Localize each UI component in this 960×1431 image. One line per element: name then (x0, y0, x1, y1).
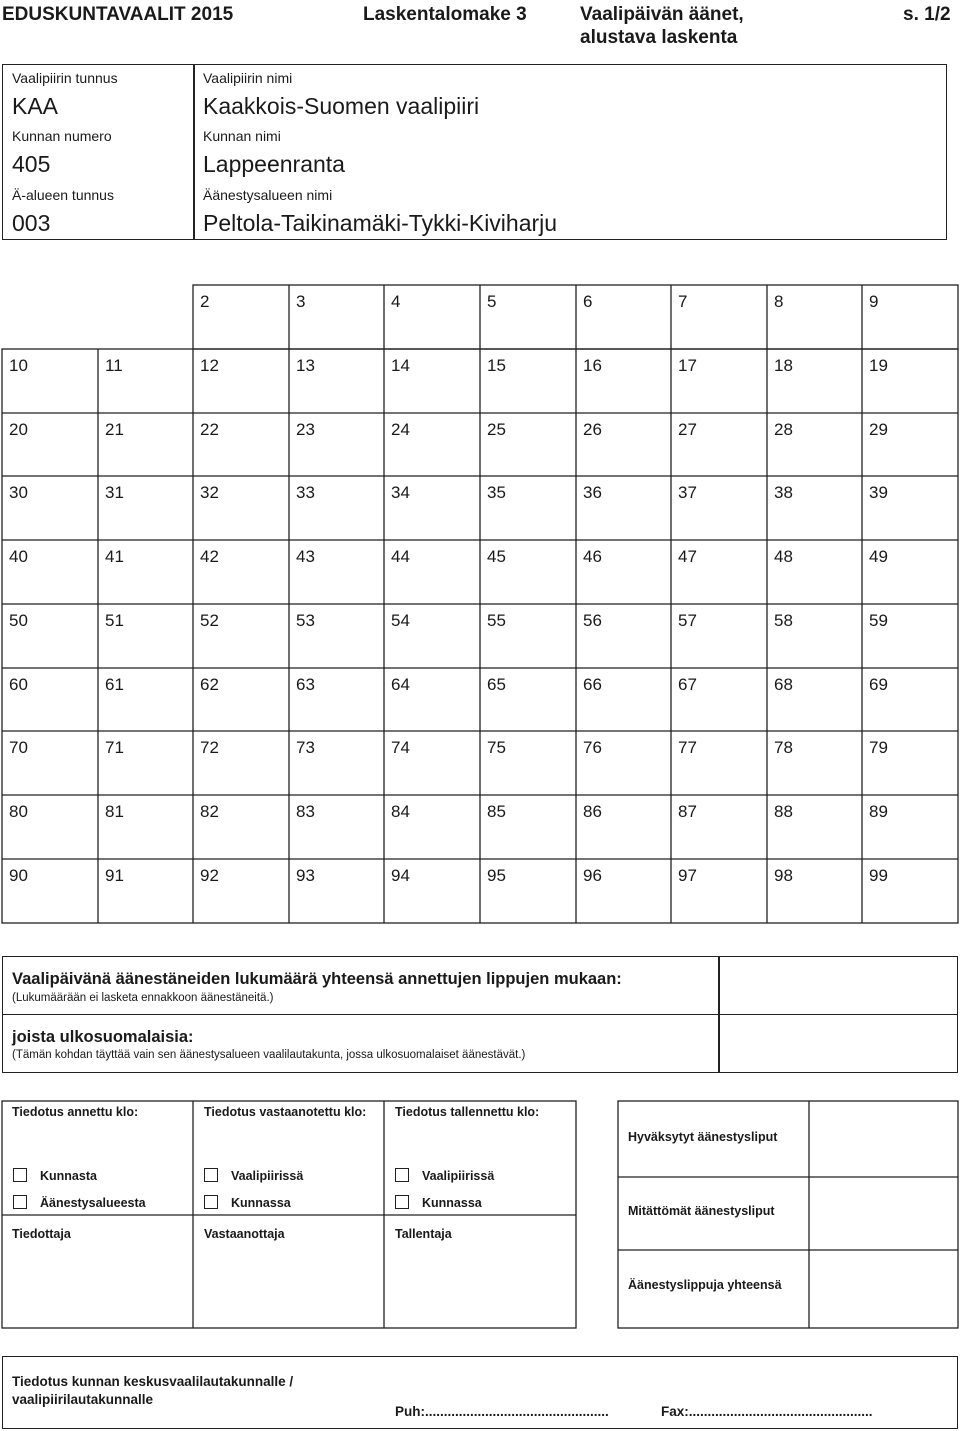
candidate-number: 20 (9, 420, 28, 439)
municipality-name: Lappeenranta (203, 151, 345, 177)
candidate-number: 74 (391, 738, 410, 757)
candidate-number: 48 (774, 547, 793, 566)
candidate-number: 2 (200, 292, 210, 311)
candidate-number: 98 (774, 866, 793, 885)
candidate-number: 66 (583, 675, 602, 694)
candidate-number: 96 (583, 866, 602, 885)
district-name: Kaakkois-Suomen vaalipiiri (203, 93, 480, 119)
checkbox-from-area[interactable] (13, 1195, 27, 1209)
candidate-number: 32 (200, 483, 219, 502)
candidate-number: 44 (391, 547, 410, 566)
candidate-number: 42 (200, 547, 219, 566)
checkbox-from-municipality[interactable] (13, 1168, 27, 1182)
area-name: Peltola-Taikinamäki-Tykki-Kiviharju (203, 210, 558, 236)
candidate-number: 10 (9, 356, 28, 375)
candidate-number: 84 (391, 802, 410, 821)
saver-label: Tallentaja (395, 1227, 452, 1241)
voted-total-label: Vaalipäivänä äänestäneiden lukumäärä yhteensä annettujen lippujen mukaan: (12, 970, 622, 988)
candidate-number: 79 (869, 738, 888, 757)
candidate-number: 94 (391, 866, 410, 885)
candidate-number: 90 (9, 866, 28, 885)
candidate-number: 76 (583, 738, 602, 757)
candidate-number: 99 (869, 866, 888, 885)
footer-title-line1: Tiedotus kunnan keskusvaalilautakunnalle / (12, 1374, 294, 1389)
candidate-number: 69 (869, 675, 888, 694)
form-name: Laskentalomake 3 (363, 4, 527, 25)
candidate-number: 11 (105, 356, 123, 375)
candidate-number: 39 (869, 483, 888, 502)
district-code-label: Vaalipiirin tunnus (12, 70, 118, 86)
form-title-line1: Vaalipäivän äänet, (580, 4, 744, 25)
candidate-number: 38 (774, 483, 793, 502)
candidate-number: 64 (391, 675, 410, 694)
candidate-number: 7 (678, 292, 688, 311)
candidate-number: 50 (9, 611, 28, 630)
area-code: 003 (12, 210, 51, 236)
checkbox-saved-district[interactable] (395, 1168, 409, 1182)
candidate-number: 67 (678, 675, 697, 694)
candidate-number: 65 (487, 675, 506, 694)
candidate-number: 87 (678, 802, 697, 821)
candidate-number: 9 (869, 292, 879, 311)
candidate-number: 91 (105, 866, 124, 885)
saved-district-label: Vaalipiirissä (422, 1169, 495, 1183)
abroad-label: joista ulkosuomalaisia: (12, 1028, 194, 1046)
candidate-number: 24 (391, 420, 410, 439)
candidate-number: 83 (296, 802, 315, 821)
candidate-number: 92 (200, 866, 219, 885)
candidate-number: 95 (487, 866, 506, 885)
candidate-number: 60 (9, 675, 28, 694)
candidate-number: 53 (296, 611, 315, 630)
candidate-number: 25 (487, 420, 506, 439)
candidate-number: 58 (774, 611, 793, 630)
received-municipality-label: Kunnassa (231, 1196, 291, 1210)
candidate-number: 54 (391, 611, 410, 630)
abroad-note: (Tämän kohdan täyttää vain sen äänestysalueen vaalilautakunta, jossa ulkosuomalaiset äänestävät.) (12, 1049, 526, 1061)
candidate-number: 88 (774, 802, 793, 821)
candidate-number: 33 (296, 483, 315, 502)
candidate-number: 30 (9, 483, 28, 502)
candidate-number: 55 (487, 611, 506, 630)
candidate-number: 45 (487, 547, 506, 566)
candidate-number: 71 (105, 738, 124, 757)
footer-title-line2: vaalipiirilautakunnalle (12, 1392, 154, 1407)
municipality-no-label: Kunnan numero (12, 128, 112, 144)
candidate-number: 75 (487, 738, 506, 757)
candidate-number: 77 (678, 738, 697, 757)
totals-row-line-right (718, 1014, 958, 1015)
received-district-label: Vaalipiirissä (231, 1169, 304, 1183)
candidate-number: 27 (678, 420, 697, 439)
candidate-number: 72 (200, 738, 219, 757)
candidate-number: 89 (869, 802, 888, 821)
sender-label: Tiedottaja (12, 1227, 71, 1241)
area-code-label: Ä-alueen tunnus (12, 187, 114, 203)
candidate-number: 80 (9, 802, 28, 821)
totals-row-line (2, 1014, 718, 1015)
fax-field[interactable]: Fax:................................................. (661, 1404, 873, 1419)
candidate-number: 59 (869, 611, 888, 630)
candidate-number: 5 (487, 292, 497, 311)
candidate-number: 57 (678, 611, 697, 630)
candidate-number: 52 (200, 611, 219, 630)
candidate-number: 28 (774, 420, 793, 439)
candidate-number: 86 (583, 802, 602, 821)
from-area-label: Äänestysalueesta (40, 1196, 146, 1210)
candidate-number: 35 (487, 483, 506, 502)
candidate-number: 78 (774, 738, 793, 757)
candidate-number: 17 (678, 356, 697, 375)
area-name-label: Äänestysalueen nimi (203, 187, 333, 203)
candidate-number: 15 (487, 356, 506, 375)
phone-field[interactable]: Puh:................................................. (395, 1404, 609, 1419)
candidate-number: 18 (774, 356, 793, 375)
voted-total-note: (Lukumäärään ei lasketa ennakkoon äänestäneitä.) (12, 992, 274, 1004)
notice-saved-label: Tiedotus tallennettu klo: (395, 1105, 540, 1119)
candidate-number: 43 (296, 547, 315, 566)
municipality-no: 405 (12, 151, 51, 177)
rejected-ballots-label: Mitättömät äänestysliput (628, 1204, 775, 1218)
candidate-number: 51 (105, 611, 124, 630)
candidate-number: 62 (200, 675, 219, 694)
candidate-number: 23 (296, 420, 315, 439)
candidate-number: 22 (200, 420, 219, 439)
candidate-number: 14 (391, 356, 410, 375)
candidate-number: 46 (583, 547, 602, 566)
candidate-number: 31 (105, 483, 124, 502)
notice-received-label: Tiedotus vastaanotettu klo: (204, 1105, 367, 1119)
checkbox-received-district[interactable] (204, 1168, 218, 1182)
candidate-number: 26 (583, 420, 602, 439)
page-number: s. 1/2 (903, 4, 951, 25)
candidate-number: 61 (105, 675, 124, 694)
candidate-number: 8 (774, 292, 784, 311)
municipality-name-label: Kunnan nimi (203, 128, 281, 144)
candidate-number: 6 (583, 292, 593, 311)
district-code: KAA (12, 93, 59, 119)
district-name-label: Vaalipiirin nimi (203, 70, 293, 86)
candidate-number: 16 (583, 356, 602, 375)
candidate-number: 93 (296, 866, 315, 885)
form-title-line2: alustava laskenta (580, 27, 738, 48)
candidate-number: 70 (9, 738, 28, 757)
candidate-number: 41 (105, 547, 124, 566)
candidate-number: 82 (200, 802, 219, 821)
notice-given-label: Tiedotus annettu klo: (12, 1105, 139, 1119)
candidate-number: 63 (296, 675, 315, 694)
candidate-number: 19 (869, 356, 888, 375)
candidate-number: 29 (869, 420, 888, 439)
checkbox-saved-municipality[interactable] (395, 1195, 409, 1209)
candidate-number: 4 (391, 292, 401, 311)
notice-lines (0, 1095, 960, 1330)
receiver-label: Vastaanottaja (204, 1227, 285, 1241)
candidate-number: 85 (487, 802, 506, 821)
candidate-number: 37 (678, 483, 697, 502)
from-municipality-label: Kunnasta (40, 1169, 97, 1183)
candidate-number: 3 (296, 292, 306, 311)
candidate-number: 40 (9, 547, 28, 566)
saved-municipality-label: Kunnassa (422, 1196, 482, 1210)
election-title: EDUSKUNTAVAALIT 2015 (2, 4, 234, 25)
candidate-number: 12 (200, 356, 219, 375)
candidate-number: 47 (678, 547, 697, 566)
candidate-number: 13 (296, 356, 315, 375)
candidate-number: 81 (105, 802, 124, 821)
candidate-number: 34 (391, 483, 410, 502)
candidate-number: 97 (678, 866, 697, 885)
candidate-number: 56 (583, 611, 602, 630)
accepted-ballots-label: Hyväksytyt äänestysliput (628, 1130, 778, 1144)
candidate-number: 49 (869, 547, 888, 566)
checkbox-received-municipality[interactable] (204, 1195, 218, 1209)
total-ballots-label: Äänestyslippuja yhteensä (628, 1278, 782, 1292)
candidate-number: 73 (296, 738, 315, 757)
candidate-number: 36 (583, 483, 602, 502)
candidate-number: 21 (105, 420, 124, 439)
candidate-number: 68 (774, 675, 793, 694)
